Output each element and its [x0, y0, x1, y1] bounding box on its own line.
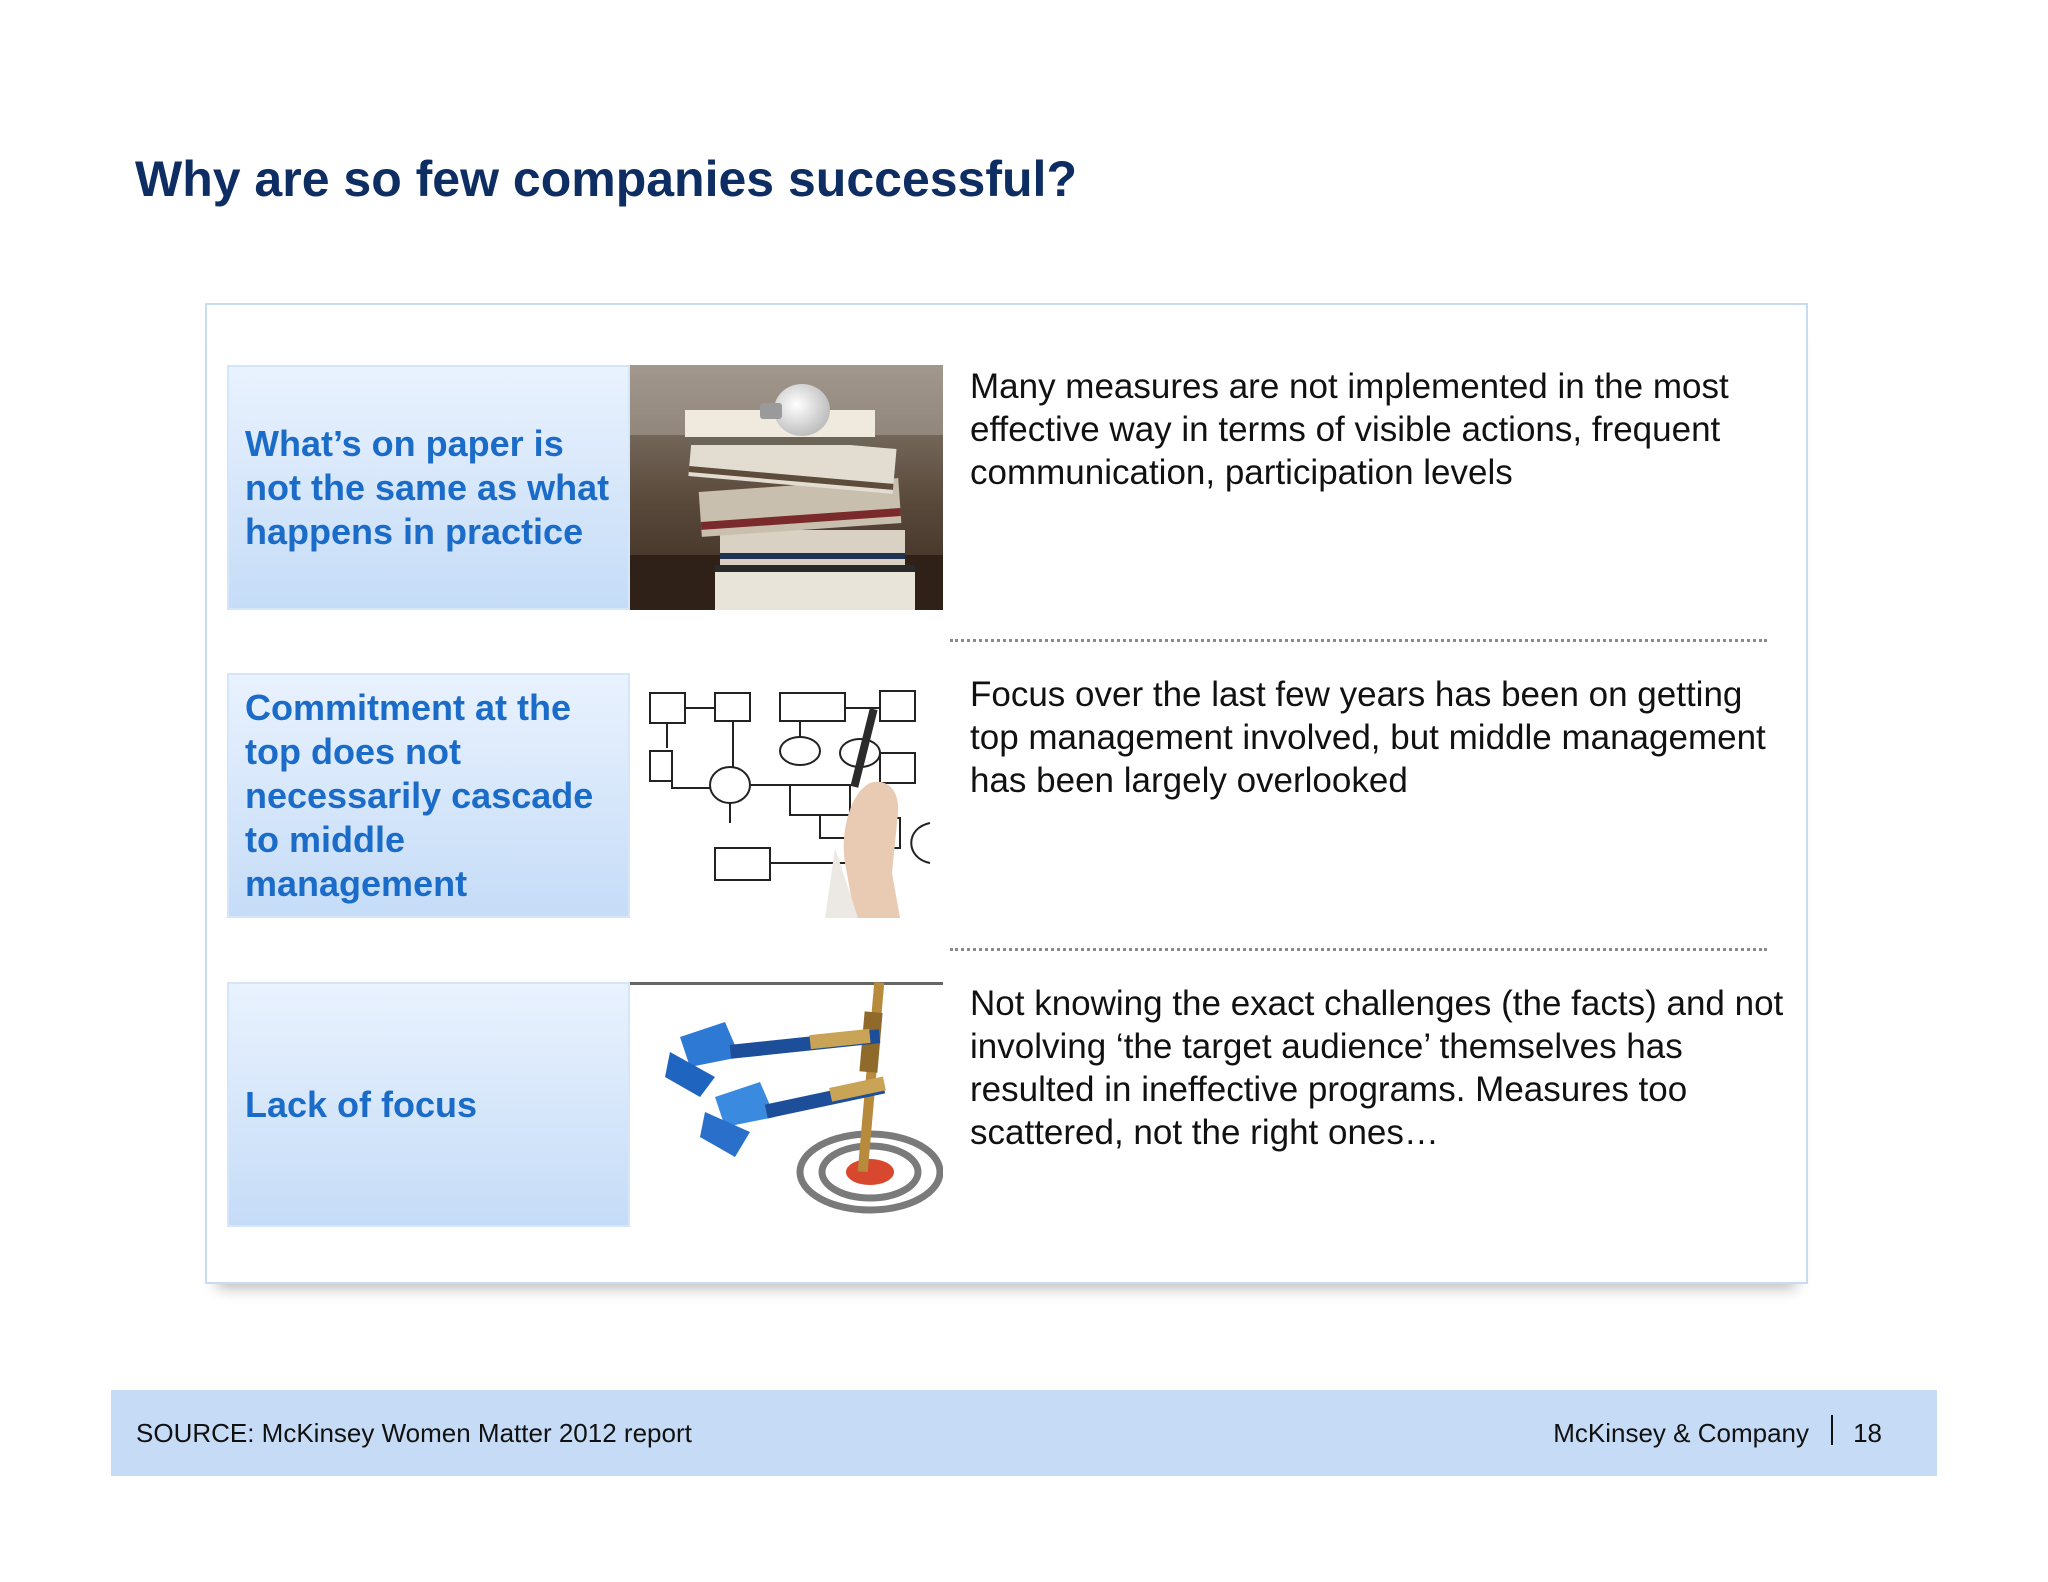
- flowchart-image: [630, 673, 943, 918]
- reason-description: Not knowing the exact challenges (the facts) and not involving ‘the target audience’ themselves has resulted in ineffective programs. Measures too scattered, not the right ones…: [970, 984, 1784, 1152]
- page-number: 18: [1853, 1418, 1882, 1448]
- reason-label: Commitment at the top does not necessarily cascade to middle management: [245, 686, 594, 904]
- darts-target-image: [630, 982, 943, 1227]
- footer-bar: [111, 1390, 1937, 1476]
- row-separator: [950, 639, 1767, 642]
- reason-label-box: [227, 365, 630, 610]
- row-separator: [950, 948, 1767, 951]
- reason-label-box: [227, 982, 630, 1227]
- reason-label: What’s on paper is not the same as what happens in practice: [245, 422, 610, 552]
- reason-label: Lack of focus: [245, 1083, 478, 1125]
- reason-row: [227, 673, 1787, 918]
- reason-row: [227, 982, 1787, 1227]
- content-panel: [205, 303, 1808, 1284]
- reason-label-box: [227, 673, 630, 918]
- reason-description: Many measures are not implemented in the most effective way in terms of visible actions, frequent communication, participation levels: [970, 367, 1729, 492]
- page-title: Why are so few companies successful?: [135, 151, 1077, 207]
- source-note: SOURCE: McKinsey Women Matter 2012 report: [136, 1418, 692, 1448]
- reason-row: [227, 365, 1787, 610]
- footer-divider: [1831, 1415, 1833, 1445]
- company-name: McKinsey & Company: [1553, 1418, 1809, 1448]
- reason-description: Focus over the last few years has been on getting top management involved, but middle management has been largely overlooked: [970, 675, 1766, 800]
- books-lightbulb-image: [630, 365, 943, 610]
